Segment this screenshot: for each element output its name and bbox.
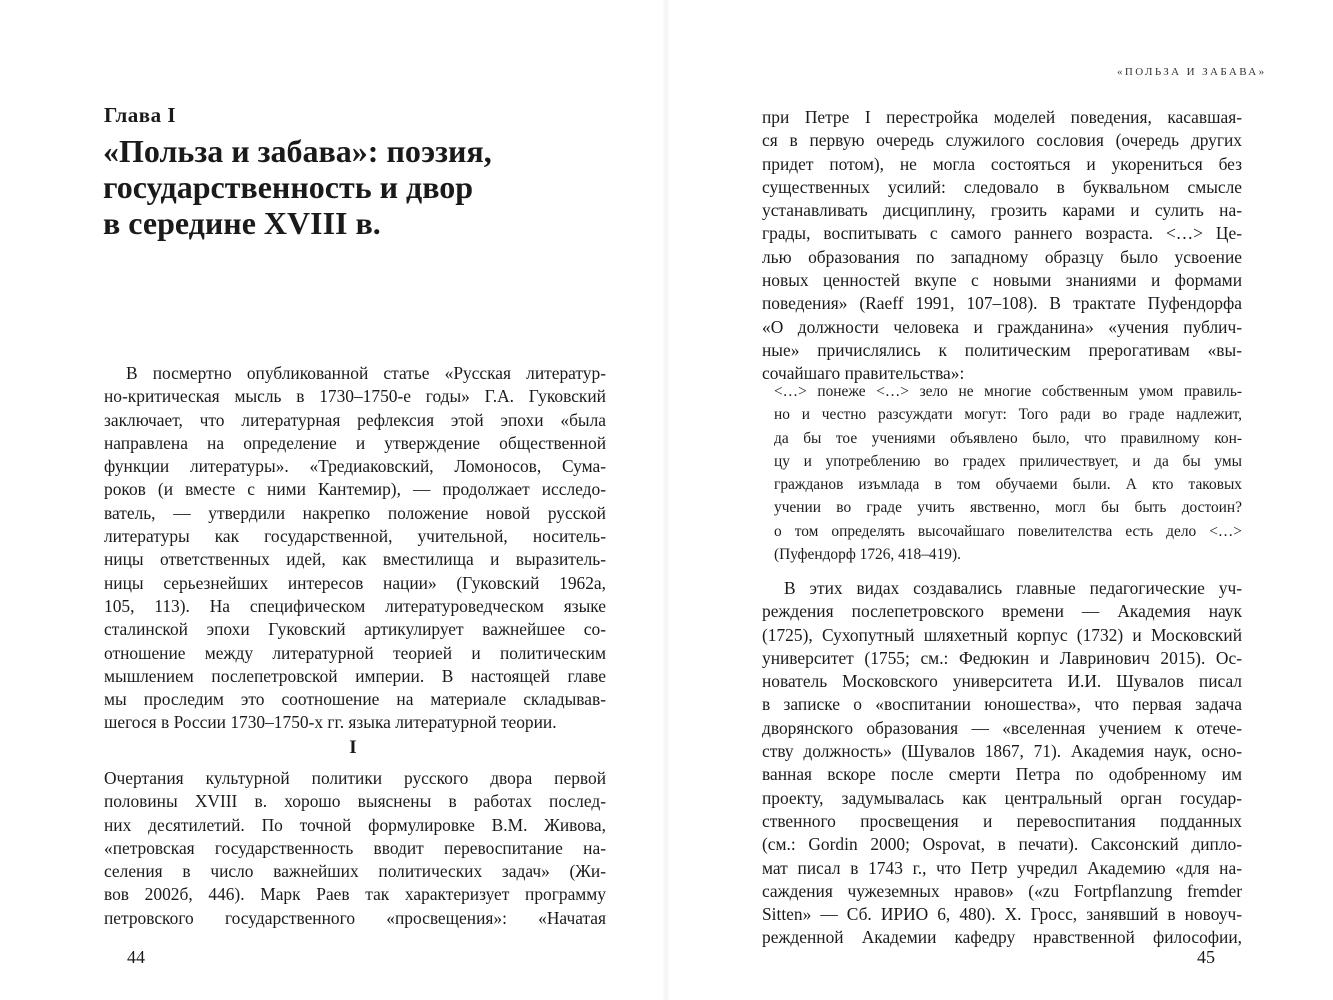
- text-line: литературы как государственной, учительной, носитель-: [104, 526, 606, 547]
- text-line: ватель, — утвердили накрепко положение новой русской: [104, 502, 606, 523]
- text-line: <…> понеже <…> зело не многие собственным умом правиль-: [774, 383, 1242, 400]
- text-line: роков (и вместе с ними Кантемир), — продолжает исследо-: [104, 479, 606, 500]
- intro-paragraph: [104, 362, 606, 735]
- text-line: но и честно разсуждати могут: Того ради во граде надлежит,: [774, 406, 1242, 424]
- section-numeral: I: [349, 737, 357, 758]
- text-line: о том определять высочайшаго повелителства есть дело <…>: [774, 522, 1242, 540]
- text-line: селения в число важнейших политических задач» (Жи-: [104, 861, 606, 882]
- text-line: (1725), Сухопутный шляхетный корпус (1732) и Московский: [762, 624, 1242, 645]
- text-line: да бы тое учениями объявлено было, что правилному кон-: [774, 429, 1242, 447]
- text-line: сочайшаго правительства»:: [762, 363, 965, 384]
- text-line: гражданов изъмлада в том обучаеми были. А кто таковых: [774, 476, 1242, 494]
- block-quote: [774, 380, 1242, 566]
- running-head: «ПОЛЬЗА И ЗАБАВА»: [1117, 66, 1267, 78]
- text-line: (см.: Gordin 2000; Ospovat, в печати). Саксонский дипло-: [762, 834, 1242, 855]
- text-line: шегося в России 1730–1750-х гг. языка литературной теории.: [104, 712, 557, 733]
- text-line: ницы серьезнейших интересов нации» (Гуковский 1962а,: [104, 572, 606, 593]
- text-line: поведения» (Raeff 1991, 107–108). В трактате Пуфендорфа: [762, 293, 1242, 314]
- text-line: ные» причислялись к политическим прерогативам «вы-: [762, 339, 1242, 360]
- text-line: но-критическая мысль в 1730–1750-е годы» Г.А. Гуковский: [104, 386, 606, 407]
- chapter-title-line: «Польза и забава»: поэзия,: [103, 133, 492, 169]
- chapter-title-line: государственность и двор: [103, 169, 474, 205]
- text-line: 105, 113). На специфическом литературоведческом языке: [104, 595, 606, 616]
- chapter-title-line: в середине XVIII в.: [103, 205, 381, 241]
- text-line: проекту, задумывалась как центральный орган государ-: [762, 787, 1242, 808]
- text-line: ству должность» (Шувалов 1867, 71). Академия наук, осно-: [762, 741, 1242, 762]
- text-line: половины XVIII в. хорошо выяснены в работах послед-: [104, 791, 606, 812]
- page-number-right: 45: [1197, 947, 1215, 967]
- text-line: сталинской эпохи Гуковский артикулирует важнейшее со-: [104, 619, 606, 640]
- page-number-left: 44: [127, 947, 145, 967]
- text-line: мы проследим это соотношение на материале складывав-: [104, 689, 606, 710]
- text-line: ницы ответственных идей, как вместилища и выразитель-: [104, 549, 606, 570]
- chapter-title: [103, 133, 603, 241]
- text-line: вов 2002б, 446). Марк Раев так характеризует программу: [104, 884, 606, 905]
- chapter-label: Глава I: [104, 103, 177, 127]
- text-line: лью образования по западному образцу было усвоение: [762, 246, 1242, 267]
- text-line: петровского государственного «просвещения»: «Начатая: [104, 907, 606, 928]
- text-line: цу и употреблению во градех приличествует, и да бы умы: [774, 452, 1242, 470]
- text-line: В посмертно опубликованной статье «Русская литератур-: [126, 363, 606, 383]
- text-line: ственного просвещения и перевоспитания подданных: [762, 810, 1242, 831]
- text-line: ся в первую очередь служилого сословия (очередь других: [762, 130, 1242, 151]
- paragraph: [762, 577, 1242, 950]
- text-line: придет потом), не могла состояться и укорениться без: [762, 153, 1242, 174]
- text-line: новых ценностей вкупе с новыми знаниями и формами: [762, 270, 1242, 291]
- continued-paragraph: [762, 106, 1242, 386]
- text-line: них десятилетий. По точной формулировке В.М. Живова,: [104, 814, 606, 835]
- text-line: отношение между литературной теорией и политическим: [104, 642, 606, 663]
- text-line: в записке о «воспитании юношества», что первая задача: [762, 694, 1242, 715]
- text-line: «О должности человека и гражданина» «учения публич-: [762, 316, 1242, 337]
- text-line: университет (1755; см.: Федюкин и Лавринович 2015). Ос-: [762, 647, 1242, 668]
- text-line: грады, воспитывать с самого раннего возраста. <…> Це-: [762, 223, 1242, 244]
- text-line: заключает, что литературная рефлексия этой эпохи «была: [104, 409, 606, 430]
- text-line: саждения чужеземных нравов» («zu Fortpflanzung fremder: [762, 880, 1242, 901]
- text-line: дворянского образования — «вселенная учением к отече-: [762, 717, 1242, 738]
- text-line: устанавливать дисциплину, грозить карами и сулить на-: [762, 200, 1242, 221]
- text-line: существенных усилий: следовало в буквальном смысле: [762, 176, 1242, 197]
- text-line: мышлением послепетровской империи. В настоящей главе: [104, 665, 606, 686]
- text-line: ванная вскоре после смерти Петра по одобренному им: [762, 764, 1242, 785]
- text-line: реждения послепетровского времени — Академия наук: [762, 601, 1242, 622]
- text-line: направлена на определение и утверждение общественной: [104, 432, 606, 453]
- section-paragraph: [104, 767, 606, 930]
- text-line: В этих видах создавались главные педагогические уч-: [784, 578, 1242, 598]
- text-line: (Пуфендорф 1726, 418–419).: [774, 546, 961, 564]
- text-line: режденной Академии кафедру нравственной философии,: [762, 927, 1242, 948]
- text-line: мат писал в 1743 г., что Петр учредил Академию «для на-: [762, 857, 1242, 878]
- text-line: «петровская государственность вводит перевоспитание на-: [104, 837, 606, 858]
- text-line: функции литературы». «Тредиаковский, Ломоносов, Сума-: [104, 456, 606, 477]
- text-line: при Петре I перестройка моделей поведения, касавшая-: [762, 107, 1242, 127]
- text-line: Очертания культурной политики русского двора первой: [104, 768, 606, 788]
- text-line: нователь Московского университета И.И. Шувалов писал: [762, 671, 1242, 692]
- text-line: учении во граде учить явственно, могл бы быть достоин?: [774, 499, 1242, 517]
- text-line: Sitten» — Сб. ИРИО 6, 480). Х. Гросс, занявший в новоуч-: [762, 904, 1242, 925]
